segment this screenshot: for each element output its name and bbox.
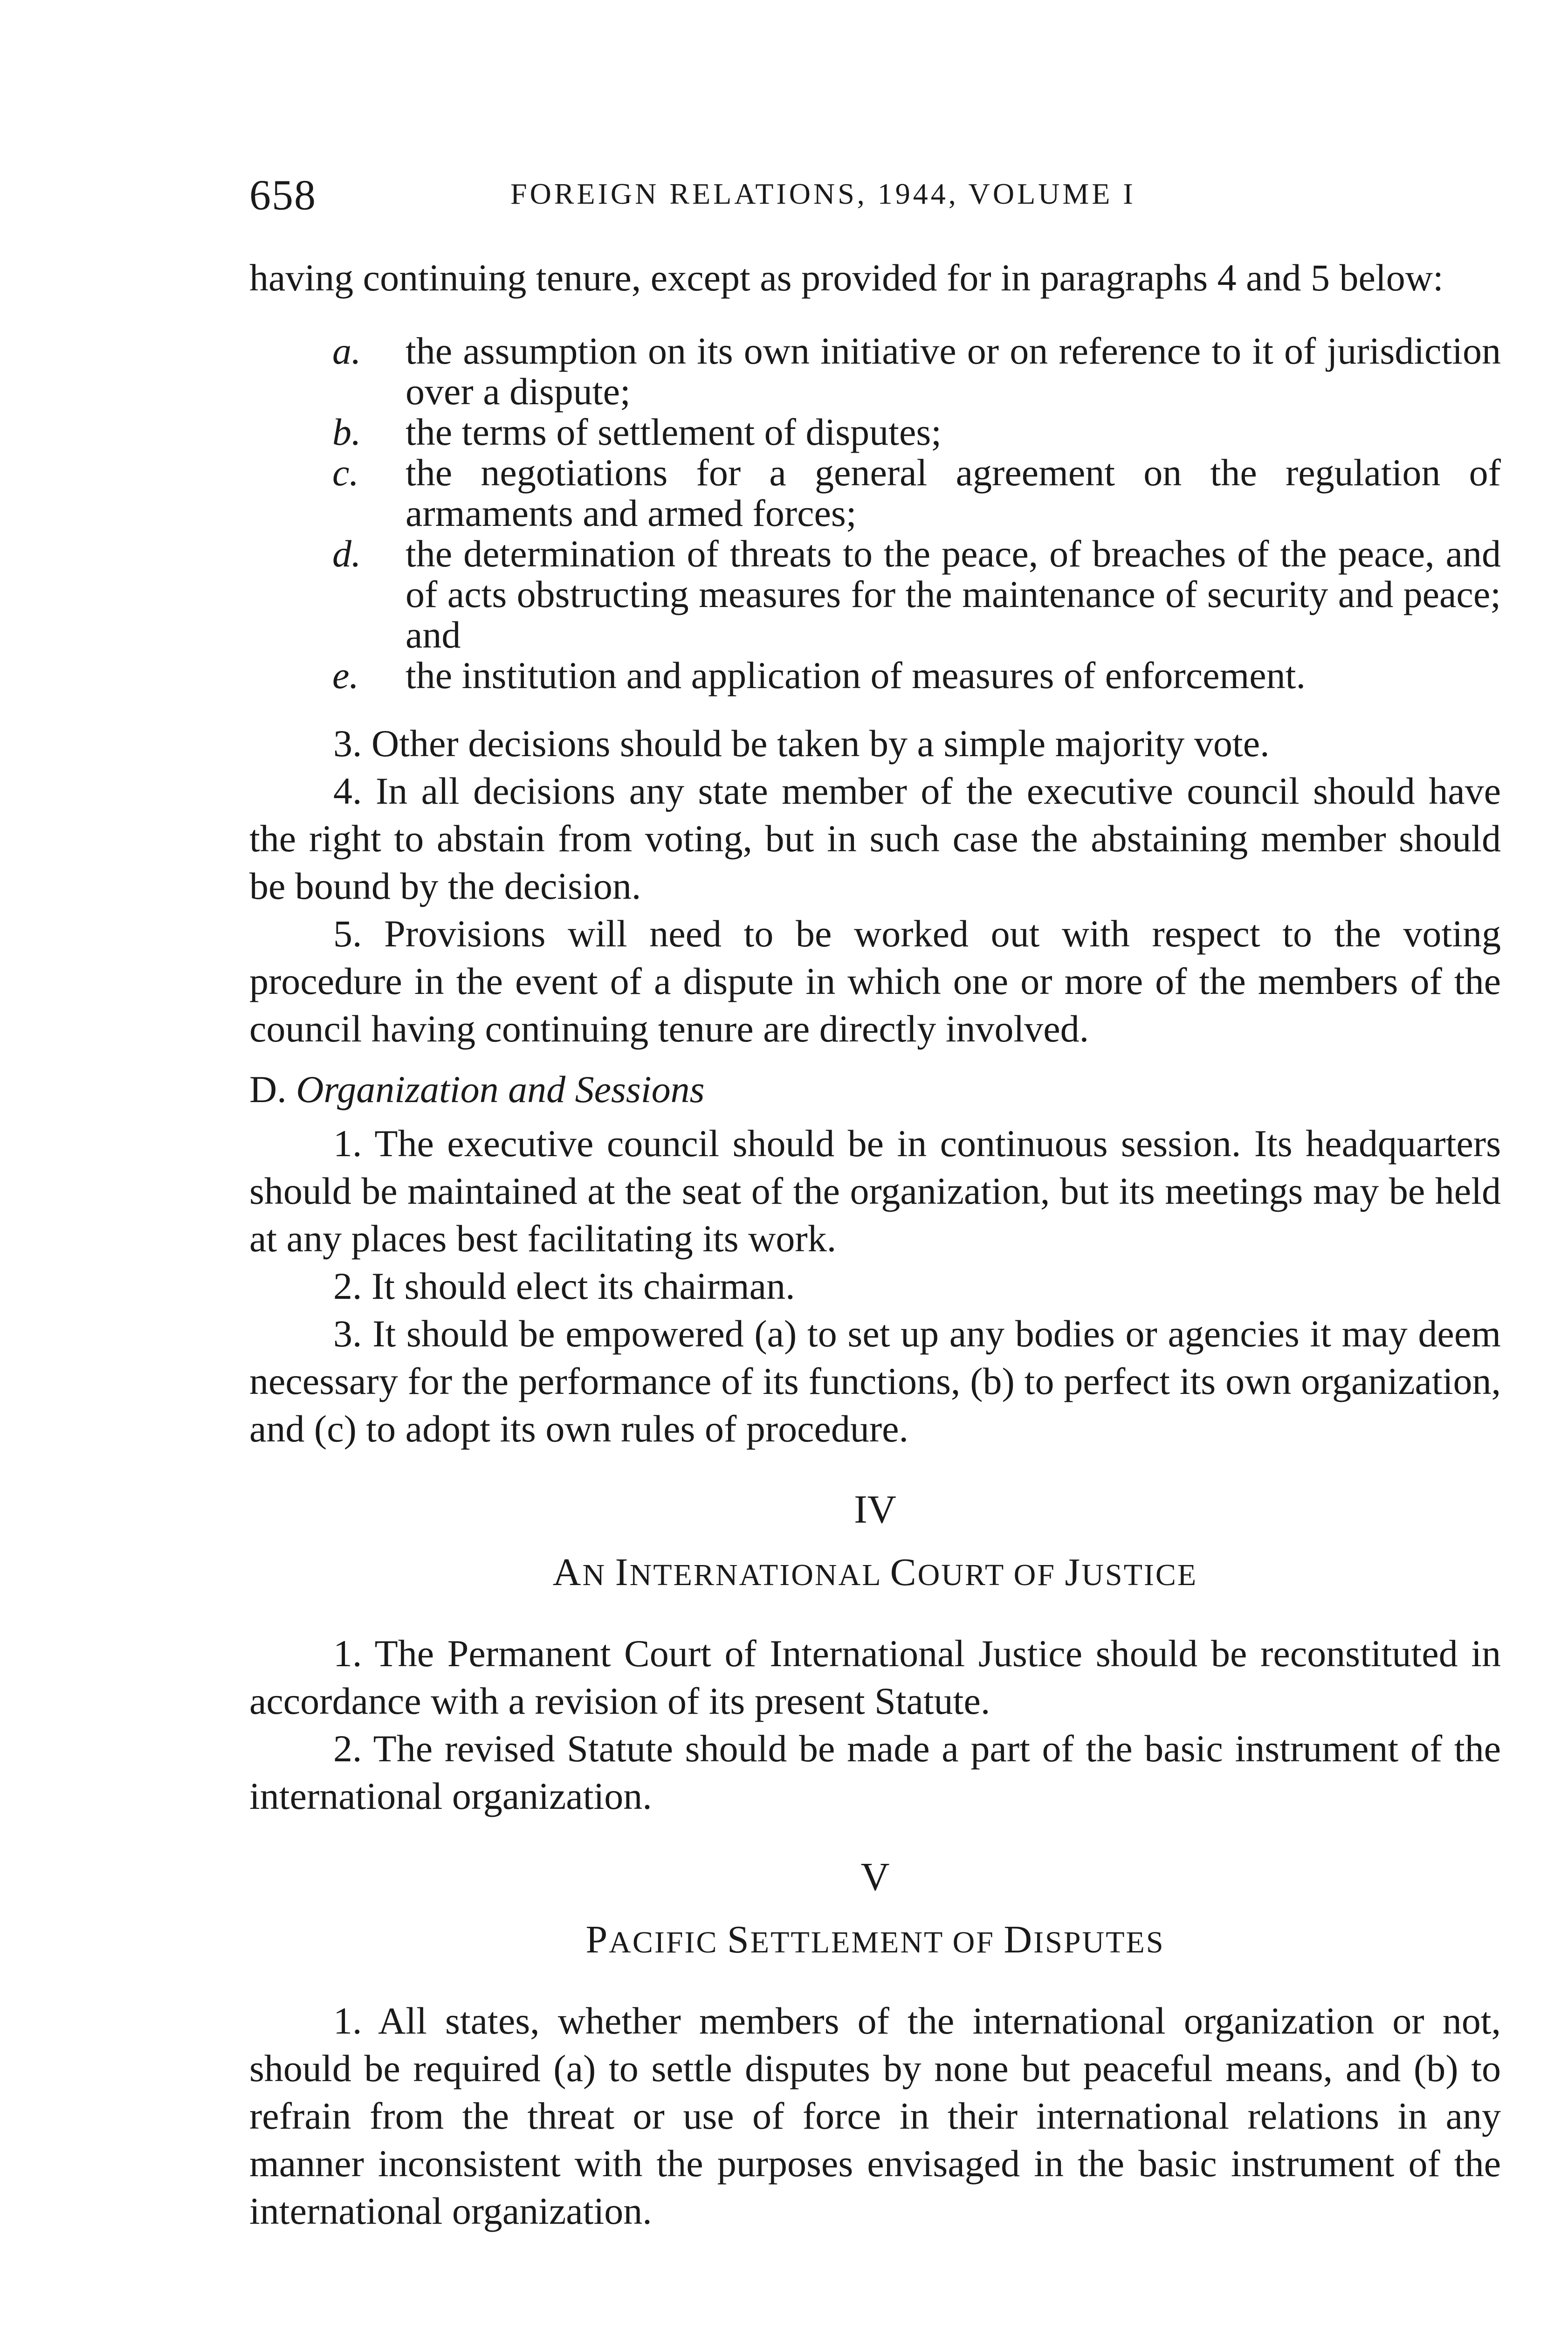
list-item — [249, 452, 1501, 533]
paragraph: 4. In all decisions any state member of the executive council should have the right to abstain from voting, but in such case the abstaining member should be bound by the decision. — [249, 770, 1501, 907]
paragraph: 3. It should be empowered (a) to set up any bodies or agencies it may deem necessary for the performance of its functions, (b) to perfect its own organization, and (c) to adopt its own rules of procedure. — [249, 1312, 1501, 1450]
opening-paragraph: having continuing tenure, except as provided for in paragraphs 4 and 5 below: — [249, 256, 1444, 299]
list-item — [249, 533, 1501, 655]
section-numeral: V — [860, 1854, 890, 1899]
list-item-label: d. — [332, 532, 361, 575]
list-item-text: the assumption on its own initiative or on reference to it of jurisdiction over a dispute; — [406, 330, 1501, 413]
voting-subitem-list — [249, 331, 1501, 696]
section-numeral: IV — [854, 1487, 896, 1531]
list-item-label: c. — [332, 451, 359, 494]
paragraph: 3. Other decisions should be taken by a simple majority vote. — [333, 722, 1270, 765]
section-heading: PACIFIC SETTLEMENT OF DISPUTES — [585, 1918, 1165, 1961]
list-item-text: the negotiations for a general agreement on the regulation of armaments and armed forces; — [406, 451, 1501, 534]
section-title: Organization and Sessions — [296, 1068, 705, 1110]
page-number: 658 — [249, 171, 316, 219]
list-item-label: b. — [332, 411, 361, 453]
body-text — [249, 254, 1501, 2235]
list-item-text: the terms of settlement of disputes; — [406, 411, 942, 453]
paragraph: 1. All states, whether members of the international organization or not, should be required (a) to settle disputes by none but peaceful means, and (b) to refrain from the threat or use of force in their international relations in any manner inconsistent with the purposes envisaged in the basic instrument of the international organization. — [249, 2000, 1501, 2232]
list-item — [249, 655, 1501, 696]
paragraph: 2. The revised Statute should be made a part of the basic instrument of the international organization. — [249, 1727, 1501, 1817]
list-item-label: a. — [332, 330, 361, 372]
paragraph: 1. The executive council should be in continuous session. Its headquarters should be maintained at the seat of the organization, but its meetings may be held at any places best facilitating its work. — [249, 1122, 1501, 1260]
paragraph: 1. The Permanent Court of International Justice should be reconstituted in accordance with a revision of its present Statute. — [249, 1632, 1501, 1722]
paragraph: 5. Provisions will need to be worked out with respect to the voting procedure in the event of a dispute in which one or more of the members of the council having continuing tenure are directly involved. — [249, 912, 1501, 1050]
running-title: FOREIGN RELATIONS, 1944, VOLUME I — [510, 177, 1136, 210]
list-item — [249, 412, 1501, 452]
paragraph: 2. It should elect its chairman. — [333, 1265, 795, 1307]
list-item-label: e. — [332, 654, 359, 697]
list-item — [249, 331, 1501, 412]
section-d-heading — [249, 1066, 1501, 1113]
list-item-text: the institution and application of measures of enforcement. — [406, 654, 1306, 697]
section-letter: D. — [249, 1068, 287, 1110]
list-item-text: the determination of threats to the peace, of breaches of the peace, and of acts obstructing measures for the maintenance of security and peace; and — [406, 532, 1501, 656]
section-heading: AN INTERNATIONAL COURT OF JUSTICE — [552, 1551, 1198, 1594]
running-header — [249, 170, 1501, 221]
